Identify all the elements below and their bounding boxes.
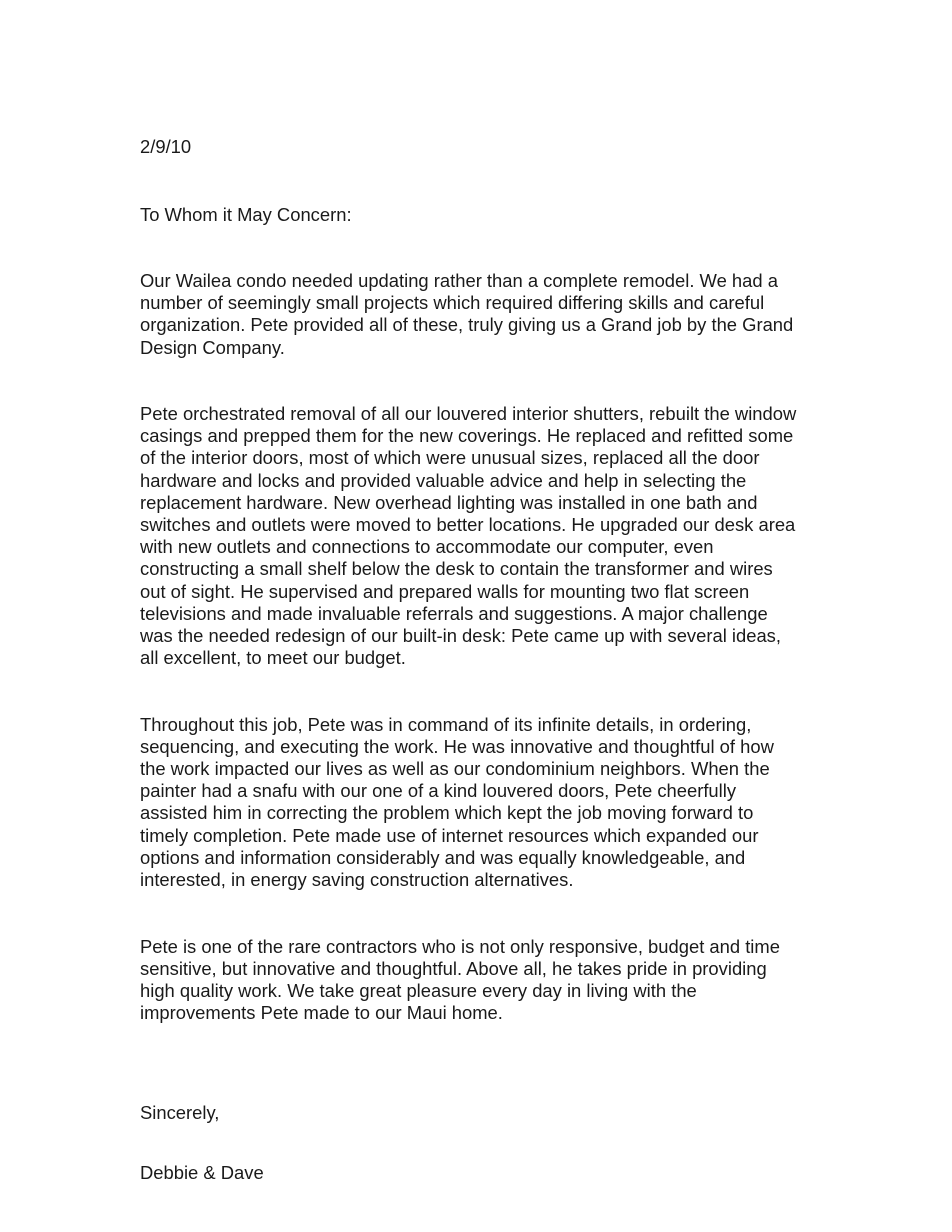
letter-closing: Sincerely,: [140, 1101, 220, 1123]
letter-signature: Debbie & Dave: [140, 1161, 264, 1183]
paragraph-2: Pete orchestrated removal of all our louvered interior shutters, rebuilt the window casings and prepped them for the new coverings. He replaced and refitted some of the interior doors, most of which were unusual sizes, replaced all the door hardware and locks and provided valuable advice and help in selecting the replacement hardware. New overhead lighting was installed in one bath and switches and outlets were moved to better locations. He upgraded our desk area with new outlets and connections to accommodate our computer, even constructing a small shelf below the desk to contain the transformer and wires out of sight. He supervised and prepared walls for mounting two flat screen televisions and made invaluable referrals and suggestions. A major challenge was the needed redesign of our built-in desk: Pete came up with several ideas, all excellent, to meet our budget.: [140, 403, 797, 669]
letter-date: 2/9/10: [140, 136, 192, 158]
paragraph-3: Throughout this job, Pete was in command of its infinite details, in ordering, sequencing, and executing the work. He was innovative and thoughtful of how the work impacted our lives as well as our condominium neighbors. When the painter had a snafu with our one of a kind louvered doors, Pete cheerfully assisted him in correcting the problem which kept the job moving forward to timely completion. Pete made use of internet resources which expanded our options and information considerably and was equally knowledgeable, and interested, in energy saving construction alternatives.: [140, 713, 774, 891]
paragraph-4: Pete is one of the rare contractors who is not only responsive, budget and time sensitive, but innovative and thoughtful. Above all, he takes pride in providing high quality work. We take great pleasure every day in living with the improvements Pete made to our Maui home.: [140, 935, 780, 1024]
paragraph-1: Our Wailea condo needed updating rather than a complete remodel. We had a number of seemingly small projects which required differing skills and careful organization. Pete provided all of these, truly giving us a Grand job by the Grand Design Company.: [140, 270, 794, 358]
letter-body: [140, 114, 830, 1206]
letter-salutation: To Whom it May Concern:: [140, 203, 352, 225]
